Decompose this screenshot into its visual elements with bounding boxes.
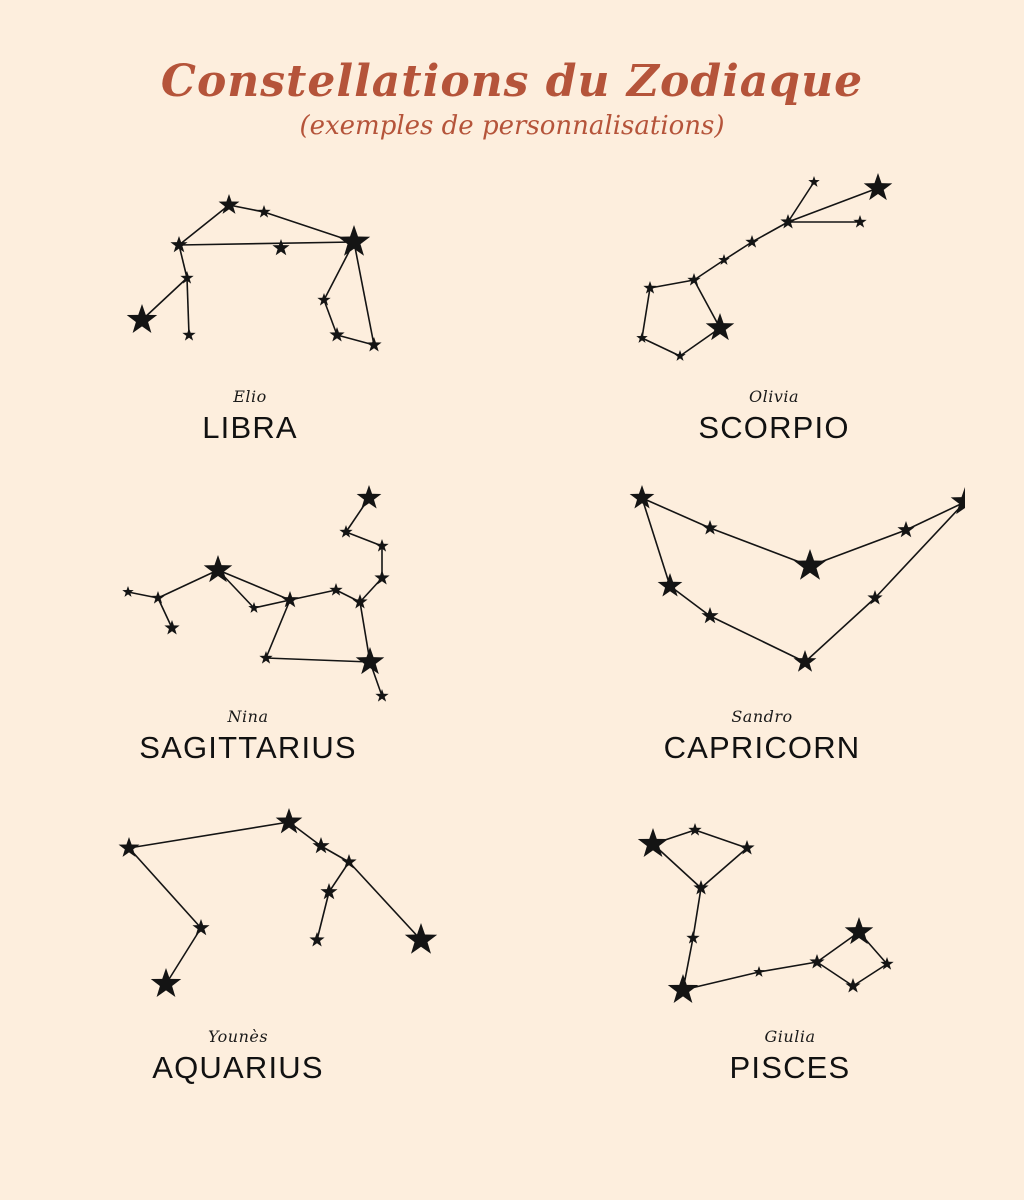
person-name: Nina: [227, 706, 269, 726]
constellation-art-pisces: [580, 795, 980, 1025]
constellation-art-capricorn: [565, 475, 965, 705]
person-name: Giulia: [764, 1026, 816, 1046]
person-name: Younès: [207, 1026, 269, 1046]
sign-label: PISCES: [729, 1049, 851, 1085]
constellation-card-libra: [0, 155, 512, 475]
constellation-art-sagittarius: [59, 475, 459, 705]
constellation-card-scorpio: [512, 155, 1024, 475]
constellation-art-scorpio: [573, 155, 973, 385]
constellation-card-sagittarius: [0, 475, 512, 795]
constellation-art-aquarius: [56, 795, 456, 1025]
sign-label: SCORPIO: [698, 409, 850, 445]
person-name: Olivia: [748, 386, 800, 406]
constellation-grid: [0, 155, 1024, 1115]
person-name: Sandro: [731, 706, 793, 726]
page-subtitle: (exemples de personnalisations): [299, 111, 725, 142]
constellation-card-capricorn: [512, 475, 1024, 795]
poster-header: [0, 0, 1024, 141]
sign-label: LIBRA: [202, 409, 298, 445]
sign-label: SAGITTARIUS: [139, 729, 357, 765]
person-name: Elio: [233, 386, 267, 406]
sign-label: CAPRICORN: [663, 729, 861, 765]
constellation-art-libra: [54, 155, 454, 385]
sign-label: AQUARIUS: [152, 1049, 324, 1085]
page-title: Constellations du Zodiaque: [160, 56, 864, 107]
constellation-card-pisces: [512, 795, 1024, 1115]
constellation-card-aquarius: [0, 795, 512, 1115]
